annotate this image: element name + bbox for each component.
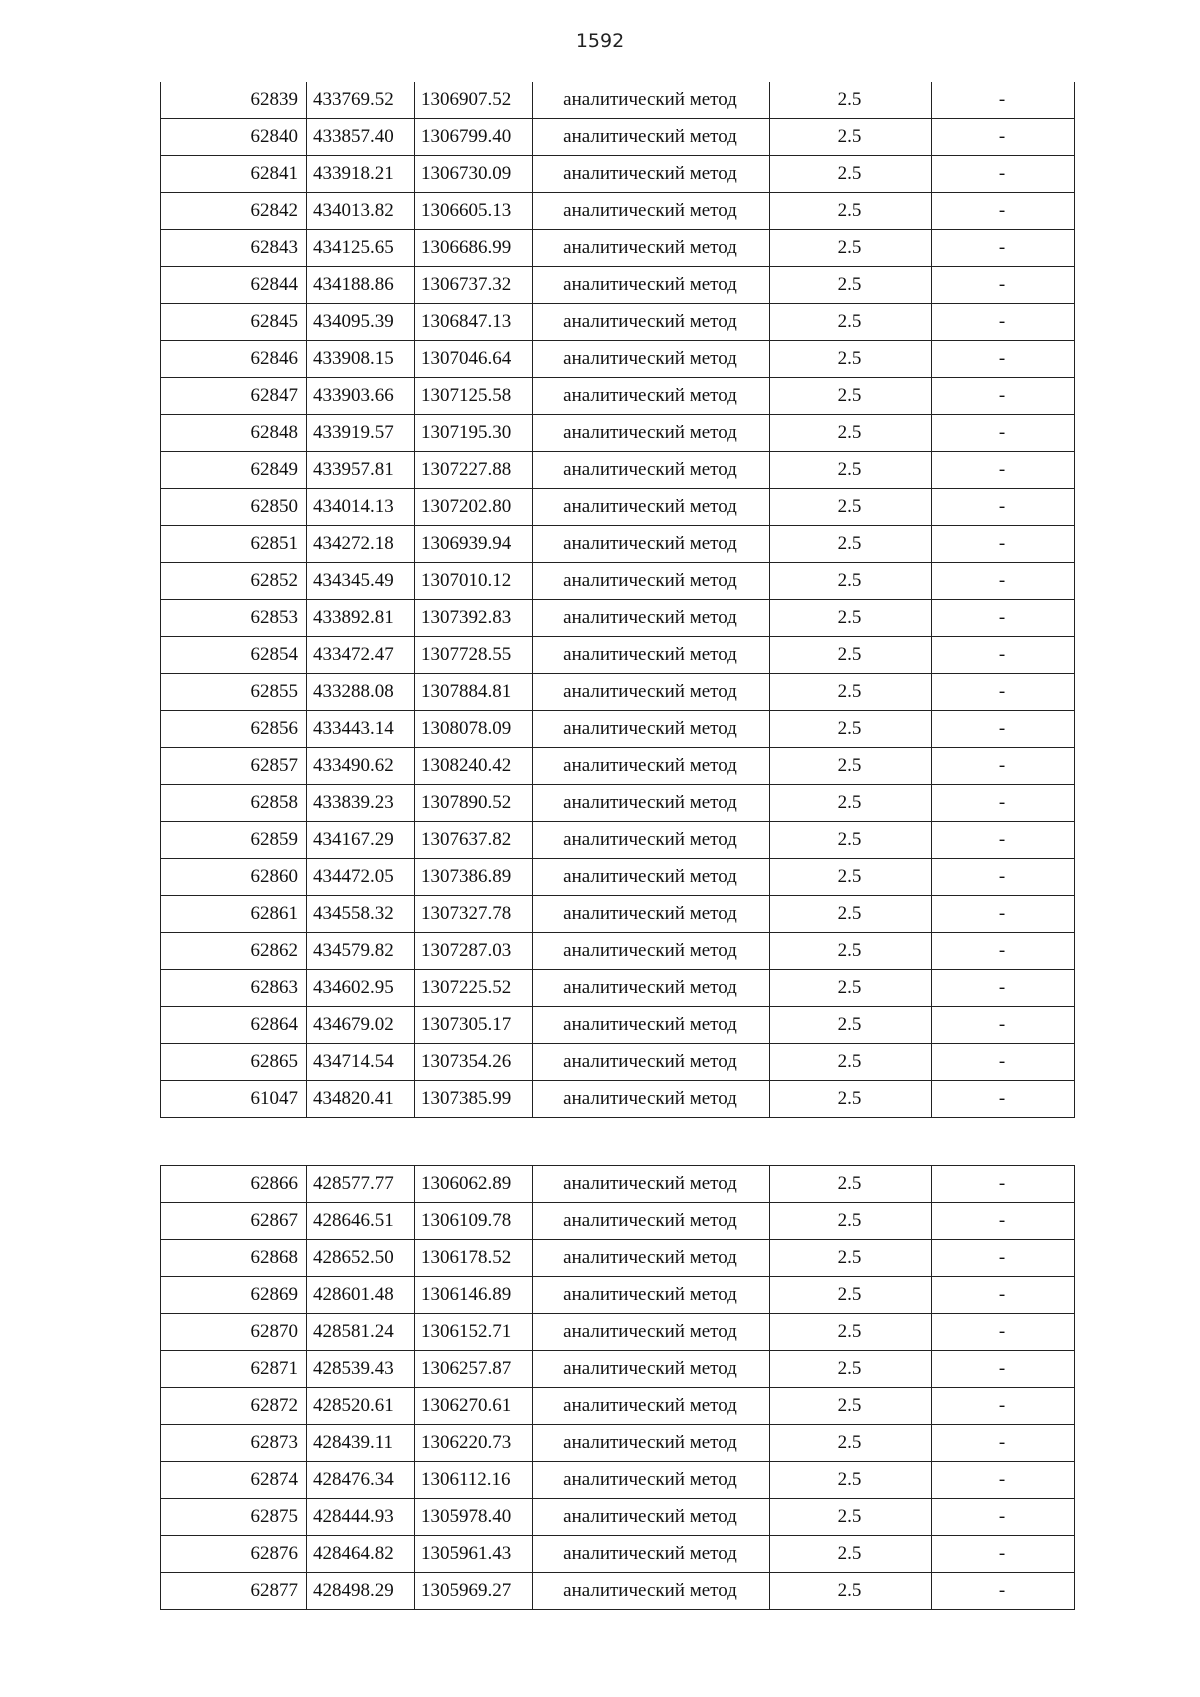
table-row xyxy=(161,341,1075,378)
accuracy-cell: 2.5 xyxy=(770,1044,932,1081)
table-row xyxy=(161,896,1075,933)
point-number-cell: 62873 xyxy=(161,1425,307,1462)
note-cell: - xyxy=(932,859,1075,896)
x-coordinate-cell: 433472.47 xyxy=(307,637,415,674)
y-coordinate-cell: 1307227.88 xyxy=(415,452,533,489)
point-number-cell: 62850 xyxy=(161,489,307,526)
x-coordinate-cell: 428498.29 xyxy=(307,1573,415,1610)
point-number-cell: 62856 xyxy=(161,711,307,748)
y-coordinate-cell: 1306939.94 xyxy=(415,526,533,563)
accuracy-cell: 2.5 xyxy=(770,1240,932,1277)
note-cell: - xyxy=(932,119,1075,156)
point-number-cell: 62852 xyxy=(161,563,307,600)
x-coordinate-cell: 433903.66 xyxy=(307,378,415,415)
x-coordinate-cell: 434095.39 xyxy=(307,304,415,341)
accuracy-cell: 2.5 xyxy=(770,156,932,193)
x-coordinate-cell: 434272.18 xyxy=(307,526,415,563)
method-cell: аналитический метод xyxy=(533,193,770,230)
method-cell: аналитический метод xyxy=(533,896,770,933)
y-coordinate-cell: 1306109.78 xyxy=(415,1203,533,1240)
method-cell: аналитический метод xyxy=(533,452,770,489)
accuracy-cell: 2.5 xyxy=(770,267,932,304)
y-coordinate-cell: 1306152.71 xyxy=(415,1314,533,1351)
y-coordinate-cell: 1308240.42 xyxy=(415,748,533,785)
table-row xyxy=(161,748,1075,785)
y-coordinate-cell: 1306799.40 xyxy=(415,119,533,156)
x-coordinate-cell: 428601.48 xyxy=(307,1277,415,1314)
x-coordinate-cell: 434679.02 xyxy=(307,1007,415,1044)
x-coordinate-cell: 428652.50 xyxy=(307,1240,415,1277)
accuracy-cell: 2.5 xyxy=(770,119,932,156)
y-coordinate-cell: 1305961.43 xyxy=(415,1536,533,1573)
accuracy-cell: 2.5 xyxy=(770,341,932,378)
table-row xyxy=(161,156,1075,193)
accuracy-cell: 2.5 xyxy=(770,600,932,637)
point-number-cell: 62866 xyxy=(161,1166,307,1203)
method-cell: аналитический метод xyxy=(533,1425,770,1462)
method-cell: аналитический метод xyxy=(533,1203,770,1240)
accuracy-cell: 2.5 xyxy=(770,674,932,711)
x-coordinate-cell: 428581.24 xyxy=(307,1314,415,1351)
note-cell: - xyxy=(932,748,1075,785)
accuracy-cell: 2.5 xyxy=(770,1314,932,1351)
y-coordinate-cell: 1306220.73 xyxy=(415,1425,533,1462)
point-number-cell: 62843 xyxy=(161,230,307,267)
x-coordinate-cell: 434345.49 xyxy=(307,563,415,600)
y-coordinate-cell: 1307637.82 xyxy=(415,822,533,859)
note-cell: - xyxy=(932,1573,1075,1610)
table-row xyxy=(161,1277,1075,1314)
y-coordinate-cell: 1306605.13 xyxy=(415,193,533,230)
method-cell: аналитический метод xyxy=(533,970,770,1007)
x-coordinate-cell: 434820.41 xyxy=(307,1081,415,1118)
table-row xyxy=(161,230,1075,267)
point-number-cell: 62868 xyxy=(161,1240,307,1277)
note-cell: - xyxy=(932,1277,1075,1314)
table-row xyxy=(161,415,1075,452)
method-cell: аналитический метод xyxy=(533,526,770,563)
table-row xyxy=(161,1462,1075,1499)
note-cell: - xyxy=(932,156,1075,193)
note-cell: - xyxy=(932,933,1075,970)
x-coordinate-cell: 433908.15 xyxy=(307,341,415,378)
note-cell: - xyxy=(932,304,1075,341)
x-coordinate-cell: 434013.82 xyxy=(307,193,415,230)
y-coordinate-cell: 1306178.52 xyxy=(415,1240,533,1277)
x-coordinate-cell: 428577.77 xyxy=(307,1166,415,1203)
accuracy-cell: 2.5 xyxy=(770,193,932,230)
accuracy-cell: 2.5 xyxy=(770,933,932,970)
accuracy-cell: 2.5 xyxy=(770,896,932,933)
note-cell: - xyxy=(932,1425,1075,1462)
y-coordinate-cell: 1308078.09 xyxy=(415,711,533,748)
y-coordinate-cell: 1307010.12 xyxy=(415,563,533,600)
x-coordinate-cell: 434167.29 xyxy=(307,822,415,859)
method-cell: аналитический метод xyxy=(533,933,770,970)
point-number-cell: 62860 xyxy=(161,859,307,896)
page-number: 1592 xyxy=(575,30,625,52)
x-coordinate-cell: 433919.57 xyxy=(307,415,415,452)
note-cell: - xyxy=(932,341,1075,378)
accuracy-cell: 2.5 xyxy=(770,452,932,489)
point-number-cell: 62858 xyxy=(161,785,307,822)
accuracy-cell: 2.5 xyxy=(770,1351,932,1388)
point-number-cell: 62862 xyxy=(161,933,307,970)
accuracy-cell: 2.5 xyxy=(770,1007,932,1044)
point-number-cell: 62864 xyxy=(161,1007,307,1044)
method-cell: аналитический метод xyxy=(533,1007,770,1044)
point-number-cell: 62857 xyxy=(161,748,307,785)
table-row xyxy=(161,1388,1075,1425)
method-cell: аналитический метод xyxy=(533,267,770,304)
y-coordinate-cell: 1306257.87 xyxy=(415,1351,533,1388)
y-coordinate-cell: 1307884.81 xyxy=(415,674,533,711)
accuracy-cell: 2.5 xyxy=(770,748,932,785)
note-cell: - xyxy=(932,785,1075,822)
table-row xyxy=(161,563,1075,600)
method-cell: аналитический метод xyxy=(533,600,770,637)
note-cell: - xyxy=(932,600,1075,637)
x-coordinate-cell: 434125.65 xyxy=(307,230,415,267)
y-coordinate-cell: 1306737.32 xyxy=(415,267,533,304)
note-cell: - xyxy=(932,1081,1075,1118)
accuracy-cell: 2.5 xyxy=(770,563,932,600)
method-cell: аналитический метод xyxy=(533,1462,770,1499)
note-cell: - xyxy=(932,1007,1075,1044)
table-row xyxy=(161,267,1075,304)
x-coordinate-cell: 428444.93 xyxy=(307,1499,415,1536)
y-coordinate-cell: 1306907.52 xyxy=(415,82,533,119)
y-coordinate-cell: 1306112.16 xyxy=(415,1462,533,1499)
note-cell: - xyxy=(932,1462,1075,1499)
table-row xyxy=(161,1166,1075,1203)
accuracy-cell: 2.5 xyxy=(770,859,932,896)
y-coordinate-cell: 1307125.58 xyxy=(415,378,533,415)
point-number-cell: 62853 xyxy=(161,600,307,637)
note-cell: - xyxy=(932,711,1075,748)
y-coordinate-cell: 1307386.89 xyxy=(415,859,533,896)
point-number-cell: 62870 xyxy=(161,1314,307,1351)
method-cell: аналитический метод xyxy=(533,1240,770,1277)
note-cell: - xyxy=(932,1203,1075,1240)
method-cell: аналитический метод xyxy=(533,822,770,859)
y-coordinate-cell: 1307354.26 xyxy=(415,1044,533,1081)
note-cell: - xyxy=(932,1314,1075,1351)
accuracy-cell: 2.5 xyxy=(770,1425,932,1462)
table-row xyxy=(161,1203,1075,1240)
x-coordinate-cell: 434472.05 xyxy=(307,859,415,896)
method-cell: аналитический метод xyxy=(533,1573,770,1610)
accuracy-cell: 2.5 xyxy=(770,822,932,859)
method-cell: аналитический метод xyxy=(533,1044,770,1081)
note-cell: - xyxy=(932,637,1075,674)
accuracy-cell: 2.5 xyxy=(770,1277,932,1314)
point-number-cell: 62848 xyxy=(161,415,307,452)
note-cell: - xyxy=(932,1166,1075,1203)
y-coordinate-cell: 1307327.78 xyxy=(415,896,533,933)
accuracy-cell: 2.5 xyxy=(770,1081,932,1118)
table-body xyxy=(161,1166,1075,1610)
method-cell: аналитический метод xyxy=(533,1277,770,1314)
point-number-cell: 62877 xyxy=(161,1573,307,1610)
point-number-cell: 62871 xyxy=(161,1351,307,1388)
y-coordinate-cell: 1307195.30 xyxy=(415,415,533,452)
x-coordinate-cell: 433769.52 xyxy=(307,82,415,119)
x-coordinate-cell: 433892.81 xyxy=(307,600,415,637)
point-number-cell: 62846 xyxy=(161,341,307,378)
x-coordinate-cell: 434714.54 xyxy=(307,1044,415,1081)
accuracy-cell: 2.5 xyxy=(770,1203,932,1240)
note-cell: - xyxy=(932,970,1075,1007)
accuracy-cell: 2.5 xyxy=(770,415,932,452)
point-number-cell: 62855 xyxy=(161,674,307,711)
table-row xyxy=(161,1425,1075,1462)
table-row xyxy=(161,82,1075,119)
note-cell: - xyxy=(932,452,1075,489)
method-cell: аналитический метод xyxy=(533,341,770,378)
accuracy-cell: 2.5 xyxy=(770,1388,932,1425)
point-number-cell: 62839 xyxy=(161,82,307,119)
coordinates-table-1 xyxy=(160,82,1075,1118)
y-coordinate-cell: 1307046.64 xyxy=(415,341,533,378)
y-coordinate-cell: 1306270.61 xyxy=(415,1388,533,1425)
point-number-cell: 62869 xyxy=(161,1277,307,1314)
x-coordinate-cell: 434014.13 xyxy=(307,489,415,526)
x-coordinate-cell: 433443.14 xyxy=(307,711,415,748)
x-coordinate-cell: 433288.08 xyxy=(307,674,415,711)
note-cell: - xyxy=(932,896,1075,933)
table-row xyxy=(161,193,1075,230)
method-cell: аналитический метод xyxy=(533,156,770,193)
table-row xyxy=(161,1044,1075,1081)
x-coordinate-cell: 433490.62 xyxy=(307,748,415,785)
method-cell: аналитический метод xyxy=(533,489,770,526)
accuracy-cell: 2.5 xyxy=(770,489,932,526)
note-cell: - xyxy=(932,230,1075,267)
method-cell: аналитический метод xyxy=(533,119,770,156)
note-cell: - xyxy=(932,1044,1075,1081)
x-coordinate-cell: 433839.23 xyxy=(307,785,415,822)
table-row xyxy=(161,785,1075,822)
point-number-cell: 62872 xyxy=(161,1388,307,1425)
y-coordinate-cell: 1307305.17 xyxy=(415,1007,533,1044)
point-number-cell: 62875 xyxy=(161,1499,307,1536)
table-row xyxy=(161,970,1075,1007)
note-cell: - xyxy=(932,563,1075,600)
method-cell: аналитический метод xyxy=(533,1351,770,1388)
accuracy-cell: 2.5 xyxy=(770,304,932,341)
y-coordinate-cell: 1306146.89 xyxy=(415,1277,533,1314)
x-coordinate-cell: 433857.40 xyxy=(307,119,415,156)
method-cell: аналитический метод xyxy=(533,304,770,341)
method-cell: аналитический метод xyxy=(533,1388,770,1425)
x-coordinate-cell: 434579.82 xyxy=(307,933,415,970)
method-cell: аналитический метод xyxy=(533,82,770,119)
y-coordinate-cell: 1307392.83 xyxy=(415,600,533,637)
x-coordinate-cell: 428439.11 xyxy=(307,1425,415,1462)
table-row xyxy=(161,711,1075,748)
note-cell: - xyxy=(932,267,1075,304)
table-row xyxy=(161,1240,1075,1277)
point-number-cell: 62865 xyxy=(161,1044,307,1081)
x-coordinate-cell: 428476.34 xyxy=(307,1462,415,1499)
table-row xyxy=(161,674,1075,711)
table-row xyxy=(161,1081,1075,1118)
note-cell: - xyxy=(932,1499,1075,1536)
method-cell: аналитический метод xyxy=(533,674,770,711)
y-coordinate-cell: 1306062.89 xyxy=(415,1166,533,1203)
table-row xyxy=(161,119,1075,156)
method-cell: аналитический метод xyxy=(533,415,770,452)
method-cell: аналитический метод xyxy=(533,378,770,415)
method-cell: аналитический метод xyxy=(533,785,770,822)
method-cell: аналитический метод xyxy=(533,563,770,600)
x-coordinate-cell: 428646.51 xyxy=(307,1203,415,1240)
table-row xyxy=(161,1536,1075,1573)
method-cell: аналитический метод xyxy=(533,1536,770,1573)
table-row xyxy=(161,1007,1075,1044)
x-coordinate-cell: 428539.43 xyxy=(307,1351,415,1388)
accuracy-cell: 2.5 xyxy=(770,526,932,563)
table-row xyxy=(161,452,1075,489)
point-number-cell: 62844 xyxy=(161,267,307,304)
note-cell: - xyxy=(932,1388,1075,1425)
point-number-cell: 62876 xyxy=(161,1536,307,1573)
table-row xyxy=(161,1314,1075,1351)
y-coordinate-cell: 1306730.09 xyxy=(415,156,533,193)
accuracy-cell: 2.5 xyxy=(770,230,932,267)
x-coordinate-cell: 434602.95 xyxy=(307,970,415,1007)
x-coordinate-cell: 428520.61 xyxy=(307,1388,415,1425)
point-number-cell: 61047 xyxy=(161,1081,307,1118)
x-coordinate-cell: 434558.32 xyxy=(307,896,415,933)
y-coordinate-cell: 1305978.40 xyxy=(415,1499,533,1536)
y-coordinate-cell: 1306847.13 xyxy=(415,304,533,341)
point-number-cell: 62845 xyxy=(161,304,307,341)
accuracy-cell: 2.5 xyxy=(770,785,932,822)
method-cell: аналитический метод xyxy=(533,859,770,896)
y-coordinate-cell: 1305969.27 xyxy=(415,1573,533,1610)
note-cell: - xyxy=(932,1536,1075,1573)
x-coordinate-cell: 433957.81 xyxy=(307,452,415,489)
note-cell: - xyxy=(932,1240,1075,1277)
point-number-cell: 62859 xyxy=(161,822,307,859)
note-cell: - xyxy=(932,674,1075,711)
note-cell: - xyxy=(932,526,1075,563)
method-cell: аналитический метод xyxy=(533,1314,770,1351)
note-cell: - xyxy=(932,415,1075,452)
accuracy-cell: 2.5 xyxy=(770,970,932,1007)
accuracy-cell: 2.5 xyxy=(770,711,932,748)
point-number-cell: 62874 xyxy=(161,1462,307,1499)
x-coordinate-cell: 433918.21 xyxy=(307,156,415,193)
table-row xyxy=(161,378,1075,415)
accuracy-cell: 2.5 xyxy=(770,1462,932,1499)
table-row xyxy=(161,489,1075,526)
y-coordinate-cell: 1307287.03 xyxy=(415,933,533,970)
x-coordinate-cell: 434188.86 xyxy=(307,267,415,304)
note-cell: - xyxy=(932,489,1075,526)
note-cell: - xyxy=(932,1351,1075,1388)
accuracy-cell: 2.5 xyxy=(770,1536,932,1573)
y-coordinate-cell: 1307385.99 xyxy=(415,1081,533,1118)
point-number-cell: 62840 xyxy=(161,119,307,156)
table-body xyxy=(161,82,1075,1118)
point-number-cell: 62842 xyxy=(161,193,307,230)
accuracy-cell: 2.5 xyxy=(770,82,932,119)
note-cell: - xyxy=(932,378,1075,415)
accuracy-cell: 2.5 xyxy=(770,1573,932,1610)
point-number-cell: 62867 xyxy=(161,1203,307,1240)
point-number-cell: 62863 xyxy=(161,970,307,1007)
note-cell: - xyxy=(932,822,1075,859)
method-cell: аналитический метод xyxy=(533,1166,770,1203)
table-row xyxy=(161,1351,1075,1388)
y-coordinate-cell: 1307890.52 xyxy=(415,785,533,822)
point-number-cell: 62861 xyxy=(161,896,307,933)
table-row xyxy=(161,600,1075,637)
method-cell: аналитический метод xyxy=(533,1499,770,1536)
table-row xyxy=(161,822,1075,859)
note-cell: - xyxy=(932,193,1075,230)
method-cell: аналитический метод xyxy=(533,637,770,674)
y-coordinate-cell: 1307202.80 xyxy=(415,489,533,526)
table-row xyxy=(161,526,1075,563)
y-coordinate-cell: 1307225.52 xyxy=(415,970,533,1007)
method-cell: аналитический метод xyxy=(533,230,770,267)
coordinates-table-2 xyxy=(160,1165,1075,1610)
accuracy-cell: 2.5 xyxy=(770,1499,932,1536)
table-row xyxy=(161,1499,1075,1536)
accuracy-cell: 2.5 xyxy=(770,637,932,674)
point-number-cell: 62851 xyxy=(161,526,307,563)
table-row xyxy=(161,1573,1075,1610)
point-number-cell: 62854 xyxy=(161,637,307,674)
method-cell: аналитический метод xyxy=(533,1081,770,1118)
note-cell: - xyxy=(932,82,1075,119)
accuracy-cell: 2.5 xyxy=(770,378,932,415)
x-coordinate-cell: 428464.82 xyxy=(307,1536,415,1573)
accuracy-cell: 2.5 xyxy=(770,1166,932,1203)
y-coordinate-cell: 1307728.55 xyxy=(415,637,533,674)
table-row xyxy=(161,933,1075,970)
method-cell: аналитический метод xyxy=(533,711,770,748)
point-number-cell: 62849 xyxy=(161,452,307,489)
y-coordinate-cell: 1306686.99 xyxy=(415,230,533,267)
method-cell: аналитический метод xyxy=(533,748,770,785)
table-row xyxy=(161,304,1075,341)
point-number-cell: 62841 xyxy=(161,156,307,193)
table-row xyxy=(161,637,1075,674)
point-number-cell: 62847 xyxy=(161,378,307,415)
table-row xyxy=(161,859,1075,896)
